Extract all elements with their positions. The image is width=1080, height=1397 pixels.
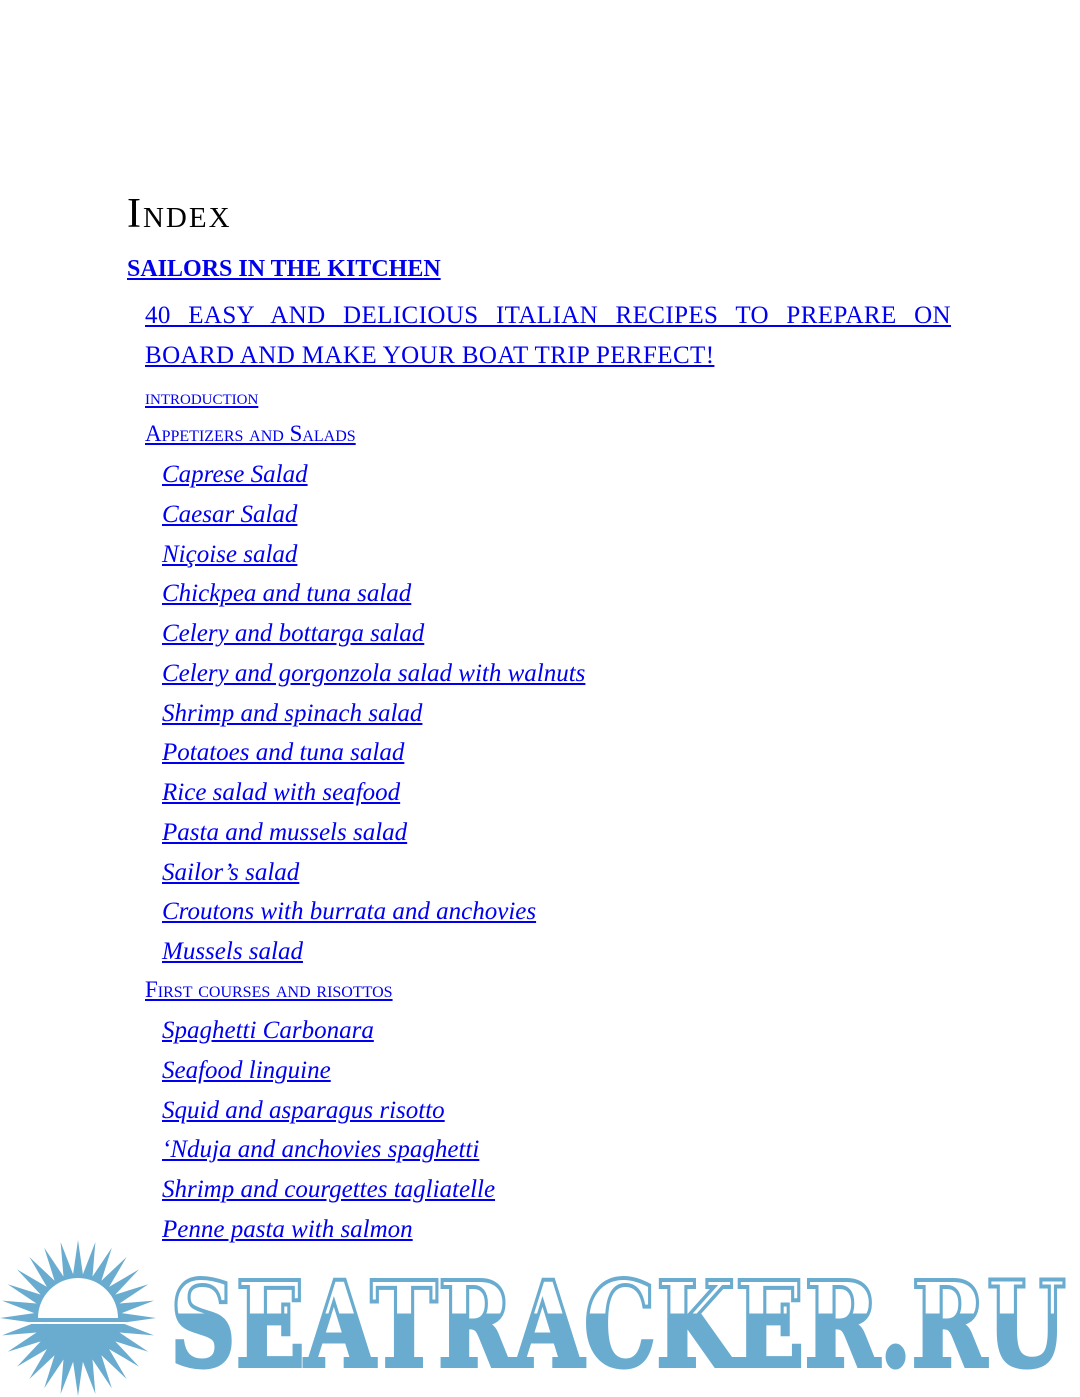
list-item	[162, 459, 585, 499]
list-item	[162, 1015, 495, 1055]
recipe-link[interactable]: Potatoes and tuna salad	[162, 739, 405, 767]
list-item	[162, 658, 585, 698]
list-item	[162, 578, 585, 618]
recipe-link[interactable]: Spaghetti Carbonara	[162, 1017, 374, 1044]
subtitle-link[interactable]: 40 EASY AND DELICIOUS ITALIAN RECIPES TO PREPARE ON BOARD AND MAKE YOUR BOAT TRIP PERFECT!	[145, 302, 951, 369]
list-item	[162, 1134, 495, 1174]
list-item	[162, 896, 585, 936]
recipe-link[interactable]: Chickpea and tuna salad	[162, 580, 412, 608]
section-link-first-courses[interactable]: First courses and risottos	[145, 977, 393, 1002]
recipe-link[interactable]: Croutons with burrata and anchovies	[162, 898, 537, 926]
recipe-link[interactable]: Mussels salad	[162, 938, 303, 965]
recipe-link[interactable]: Niçoise salad	[162, 540, 298, 568]
recipe-link[interactable]: Rice salad with seafood	[162, 779, 401, 806]
list-item	[162, 1174, 495, 1214]
list-item	[162, 1095, 495, 1135]
list-item	[162, 1055, 495, 1095]
list-item	[162, 618, 585, 658]
list-item	[162, 539, 585, 579]
recipe-link[interactable]: Sailor’s salad	[162, 858, 300, 886]
recipe-link[interactable]: Shrimp and spinach salad	[162, 699, 423, 727]
recipe-link[interactable]: ‘Nduja and anchovies spaghetti	[162, 1136, 480, 1164]
recipe-link[interactable]: Squid and asparagus risotto	[162, 1096, 445, 1124]
sun-icon	[0, 1240, 156, 1396]
watermark-logo	[0, 1238, 1080, 1397]
recipe-link[interactable]: Celery and gorgonzola salad with walnuts	[162, 659, 586, 687]
list-item	[162, 857, 585, 897]
recipe-link[interactable]: Penne pasta with salmon	[162, 1215, 413, 1243]
watermark-text: SEATRACKER.RU	[170, 1255, 1066, 1394]
section-link-introduction[interactable]: introduction	[145, 385, 259, 409]
list-item	[162, 777, 585, 817]
first-courses-recipe-list	[162, 1015, 495, 1254]
index-title: Index	[127, 191, 232, 237]
book-title-link[interactable]: SAILORS IN THE KITCHEN	[127, 256, 441, 282]
appetizers-recipe-list	[162, 459, 585, 976]
list-item	[162, 936, 585, 976]
recipe-link[interactable]: Pasta and mussels salad	[162, 818, 408, 846]
recipe-link[interactable]: Caprese Salad	[162, 461, 308, 488]
list-item	[162, 698, 585, 738]
list-item	[162, 817, 585, 857]
recipe-link[interactable]: Seafood linguine	[162, 1056, 331, 1084]
section-link-appetizers[interactable]: Appetizers and Salads	[145, 421, 356, 446]
list-item	[162, 737, 585, 777]
recipe-link[interactable]: Caesar Salad	[162, 500, 298, 528]
list-item	[162, 499, 585, 539]
recipe-link[interactable]: Celery and bottarga salad	[162, 620, 425, 647]
recipe-link[interactable]: Shrimp and courgettes tagliatelle	[162, 1176, 496, 1203]
